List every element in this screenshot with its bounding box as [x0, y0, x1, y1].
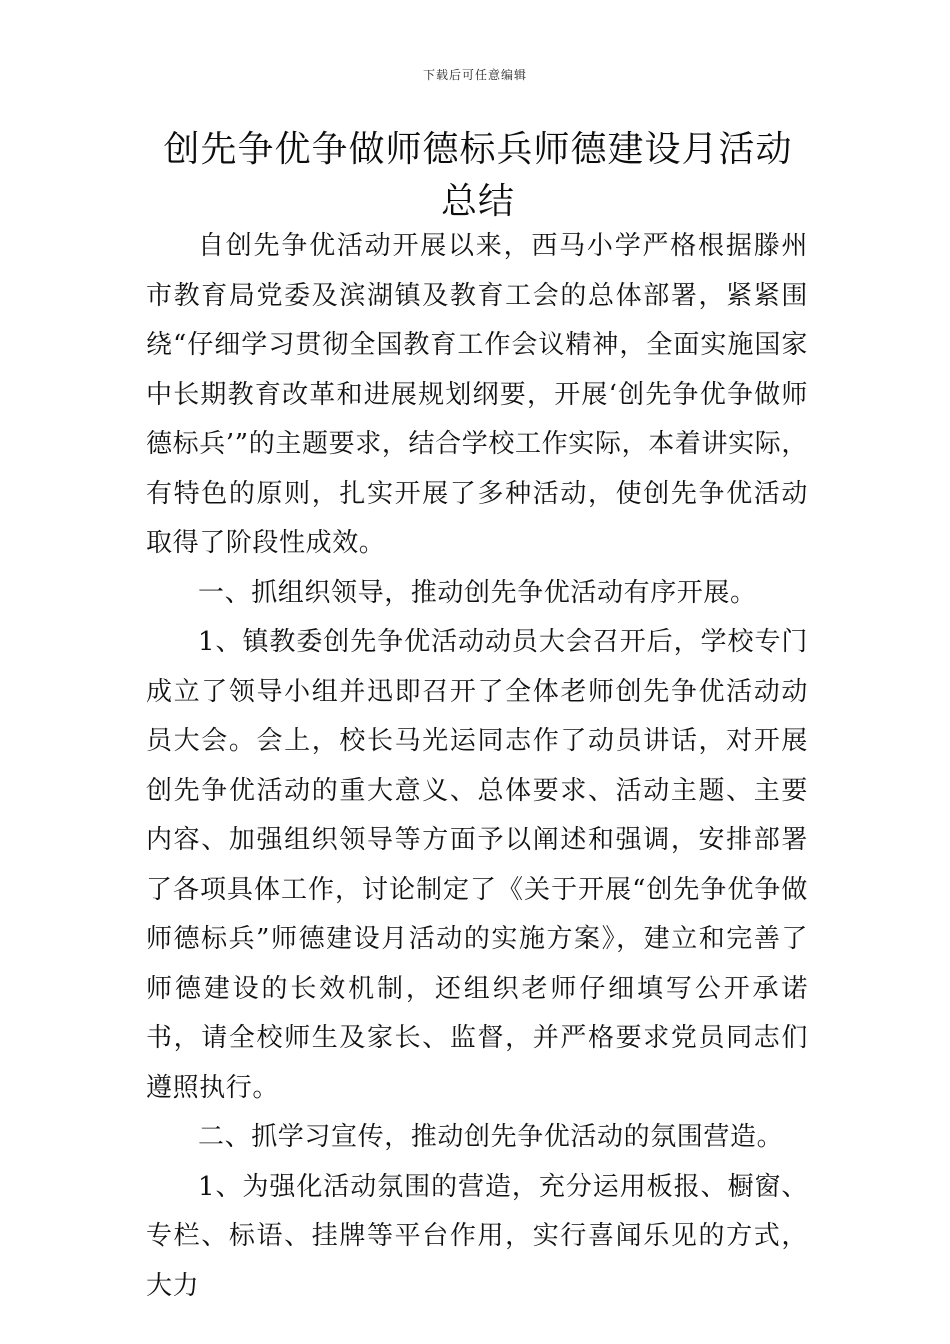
document-body	[146, 222, 808, 1311]
paragraph-section-1-item-1: 1、镇教委创先争优活动动员大会召开后，学校专门成立了领导小组并迅即召开了全体老师创先争优活动动员大会。会上，校长马光运同志作了动员讲话，对开展创先争优活动的重大意义、总体要求、活动主题、主要内容、加强组织领导等方面予以阐述和强调，安排部署了各项具体工作，讨论制定了《关于开展“创先争优争做师德标兵”师德建设月活动的实施方案》，建立和完善了师德建设的长效机制，还组织老师仔细填写公开承诺书，请全校师生及家长、监督，并严格要求党员同志们遵照执行。	[146, 627, 808, 1103]
header-note: 下载后可任意编辑	[422, 68, 527, 82]
document-title: 创先争优争做师德标兵师德建设月活动总结	[163, 129, 793, 222]
paragraph-section-2-item-1: 1、为强化活动氛围的营造，充分运用板报、橱窗、专栏、标语、挂牌等平台作用，实行喜闻乐见的方式，大力	[146, 1171, 808, 1301]
paragraph-intro: 自创先争优活动开展以来，西马小学严格根据滕州市教育局党委及滨湖镇及教育工会的总体部署，紧紧围绕“仔细学习贯彻全国教育工作会议精神，全面实施国家中长期教育改革和进展规划纲要，开展‘创先争优争做师德标兵’”的主题要求，结合学校工作实际，本着讲实际，有特色的原则，扎实开展了多种活动，使创先争优活动取得了阶段性成效。	[146, 231, 808, 558]
section-heading-1: 一、抓组织领导，推动创先争优活动有序开展。	[198, 577, 757, 608]
section-heading-2: 二、抓学习宣传，推动创先争优活动的氛围营造。	[198, 1122, 784, 1152]
